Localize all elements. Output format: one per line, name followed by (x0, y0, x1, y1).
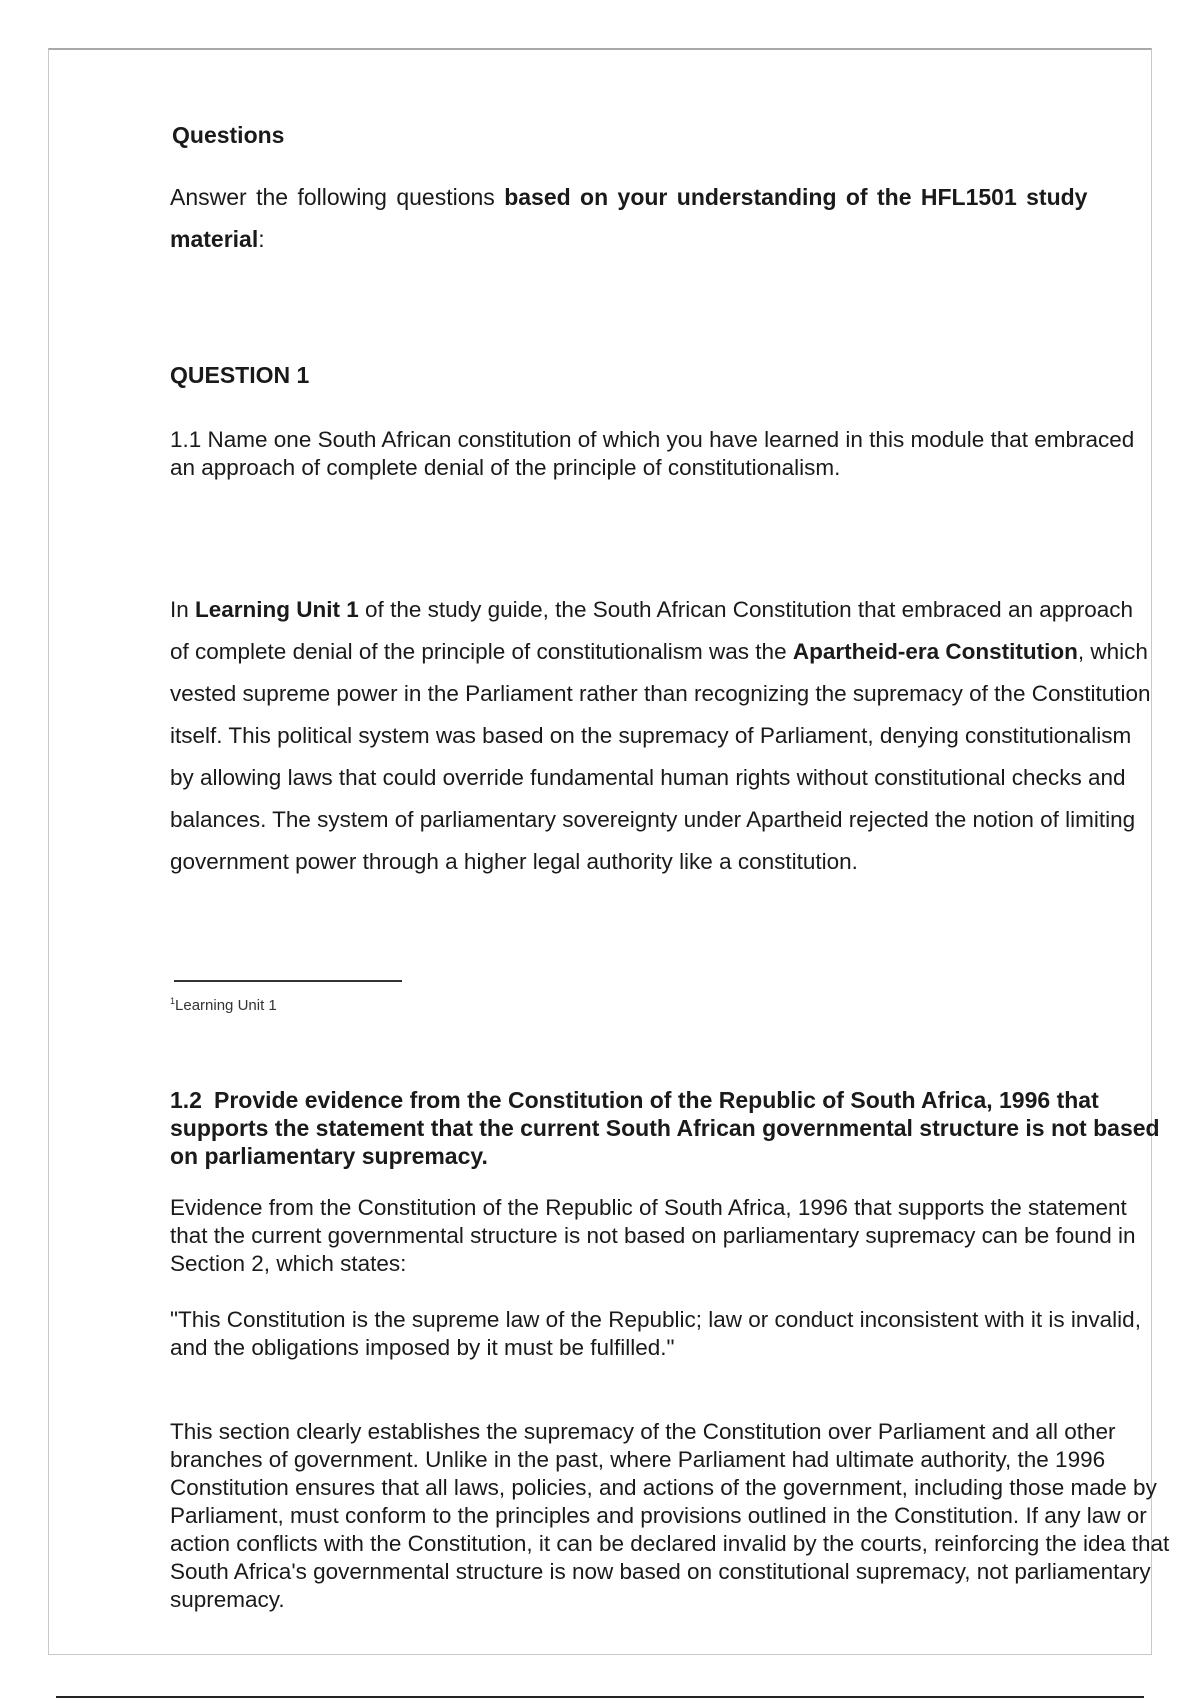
question-1-2 (170, 1086, 1180, 1170)
answer-1-1 (170, 589, 1155, 883)
intro-bold: based on your understanding of the HFL1501 study material (170, 184, 1088, 252)
footnote-divider (174, 980, 402, 982)
footnote (170, 996, 277, 1014)
footnote-text: Learning Unit 1 (175, 997, 277, 1014)
page-bottom-rule (56, 1696, 1144, 1698)
question-1-1: 1.1 Name one South African constitution of which you have learned in this module that embraced an approach of complete denial of the principle of constitutionalism. (170, 427, 1135, 480)
intro-paragraph (170, 176, 1130, 260)
questions-heading: Questions (172, 122, 285, 148)
answer-1-2-paragraph-2: This section clearly establishes the supremacy of the Constitution over Parliament and all other branches of government. Unlike in the past, where Parliament had ultimate authority, the 1996 Constitution ensures that all laws, policies, and actions of the government, including those made by Parliament, must conform to the principles and provisions outlined in the Constitution. If any law or action conflicts with the Constitution, it can be declared invalid by the courts, reinforcing the idea that South Africa's governmental structure is now based on constitutional supremacy, not parliamentary supremacy. (170, 1419, 1170, 1612)
answer1-bold-2: Apartheid-era Constitution (792, 639, 1078, 664)
answer1-bold-1: Learning Unit 1 (195, 597, 359, 622)
question-1-2-text: Provide evidence from the Constitution of the Republic of South Africa, 1996 that supports the statement that the current South African governmental structure is not based on parliamentary supremacy. (170, 1087, 1160, 1169)
question-1-2-number: 1.2 (170, 1087, 202, 1113)
footnote-marker: 1 (170, 996, 176, 1006)
answer1-text-3: , which vested supreme power in the Parliament rather than recognizing the supremacy of the Constitution itself. This political system was based on the supremacy of Parliament, denying constitutionalism by allowing laws that could override fundamental human rights without constitutional checks and balances. The system of parliamentary sovereignty under Apartheid rejected the notion of limiting government power through a higher legal authority like a constitution. (170, 639, 1151, 874)
intro-suffix: : (258, 226, 265, 252)
document-page (48, 48, 1170, 1655)
answer-1-2-quote: "This Constitution is the supreme law of the Republic; law or conduct inconsistent with it is invalid, and the obligations imposed by it must be fulfilled." (170, 1307, 1141, 1360)
answer1-text-2: of the study guide, the South African Constitution that embraced an approach of complete denial of the principle of constitutionalism was the (170, 597, 1134, 664)
answer-1-2-paragraph-1: Evidence from the Constitution of the Republic of South Africa, 1996 that supports the statement that the current governmental structure is not based on parliamentary supremacy can be found in Section 2, which states: (170, 1195, 1136, 1276)
intro-prefix: Answer the following questions (170, 184, 505, 210)
question1-heading: QUESTION 1 (170, 362, 310, 388)
answer1-text-1: In (170, 597, 196, 622)
